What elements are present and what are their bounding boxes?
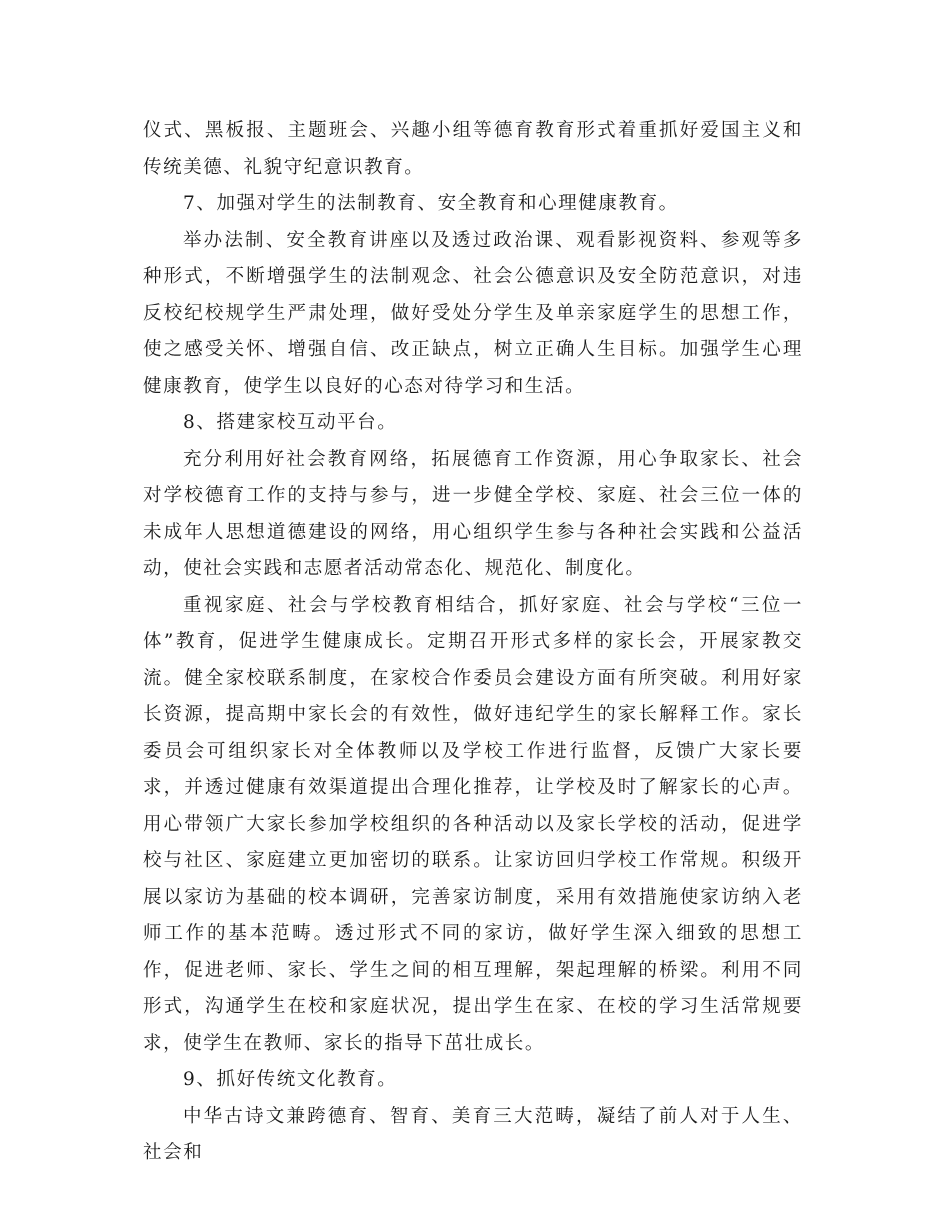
section-heading-8: 8、搭建家校互动平台。 <box>183 412 398 433</box>
section-heading-7: 7、加强对学生的法制教育、安全教育和心理健康教育。 <box>183 193 679 214</box>
paragraph-legal-safety-education: 举办法制、安全教育讲座以及透过政治课、观看影视资料、参观等多种形式，不断增强学生的法制观念、社会公德意识及安全防范意识，对违反校纪校规学生严肃处理，做好受处分学生及单亲家庭学生的思想工作，使之感受关怀、增强自信、改正缺点，树立正确人生目标。加强学生心理健康教育，使学生以良好的心态对待学习和生活。 <box>143 229 803 397</box>
document-body <box>143 113 803 1172</box>
paragraph-continuation: 仪式、黑板报、主题班会、兴趣小组等德育教育形式着重抓好爱国主义和传统美德、礼貌守纪意识教育。 <box>143 120 803 178</box>
paragraph-traditional-culture: 中华古诗文兼跨德育、智育、美育三大范畴，凝结了前人对于人生、社会和 <box>143 1105 803 1163</box>
paragraph-social-education-network: 充分利用好社会教育网络，拓展德育工作资源，用心争取家长、社会对学校德育工作的支持与参与，进一步健全学校、家庭、社会三位一体的未成年人思想道德建设的网络，用心组织学生参与各种社会实践和公益活动，使社会实践和志愿者活动常态化、规范化、制度化。 <box>143 448 803 579</box>
paragraph-home-school-cooperation: 重视家庭、社会与学校教育相结合，抓好家庭、社会与学校“三位一体”教育，促进学生健康成长。定期召开形式多样的家长会，开展家教交流。健全家校联系制度，在家校合作委员会建设方面有所突破。利用好家长资源，提高期中家长会的有效性，做好违纪学生的家长解释工作。家长委员会可组织家长对全体教师以及学校工作进行监督，反馈广大家长要求，并透过健康有效渠道提出合理化推荐，让学校及时了解家长的心声。用心带领广大家长参加学校组织的各种活动以及家长学校的活动，促进学校与社区、家庭建立更加密切的联系。让家访回归学校工作常规。积级开展以家访为基础的校本调研，完善家访制度，采用有效措施使家访纳入老师工作的基本范畴。透过形式不同的家访，做好学生深入细致的思想工作，促进老师、家长、学生之间的相互理解，架起理解的桥梁。利用不同形式，沟通学生在校和家庭状况，提出学生在家、在校的学习生活常规要求，使学生在教师、家长的指导下茁壮成长。 <box>143 594 803 1054</box>
section-heading-9: 9、抓好传统文化教育。 <box>183 1069 398 1090</box>
